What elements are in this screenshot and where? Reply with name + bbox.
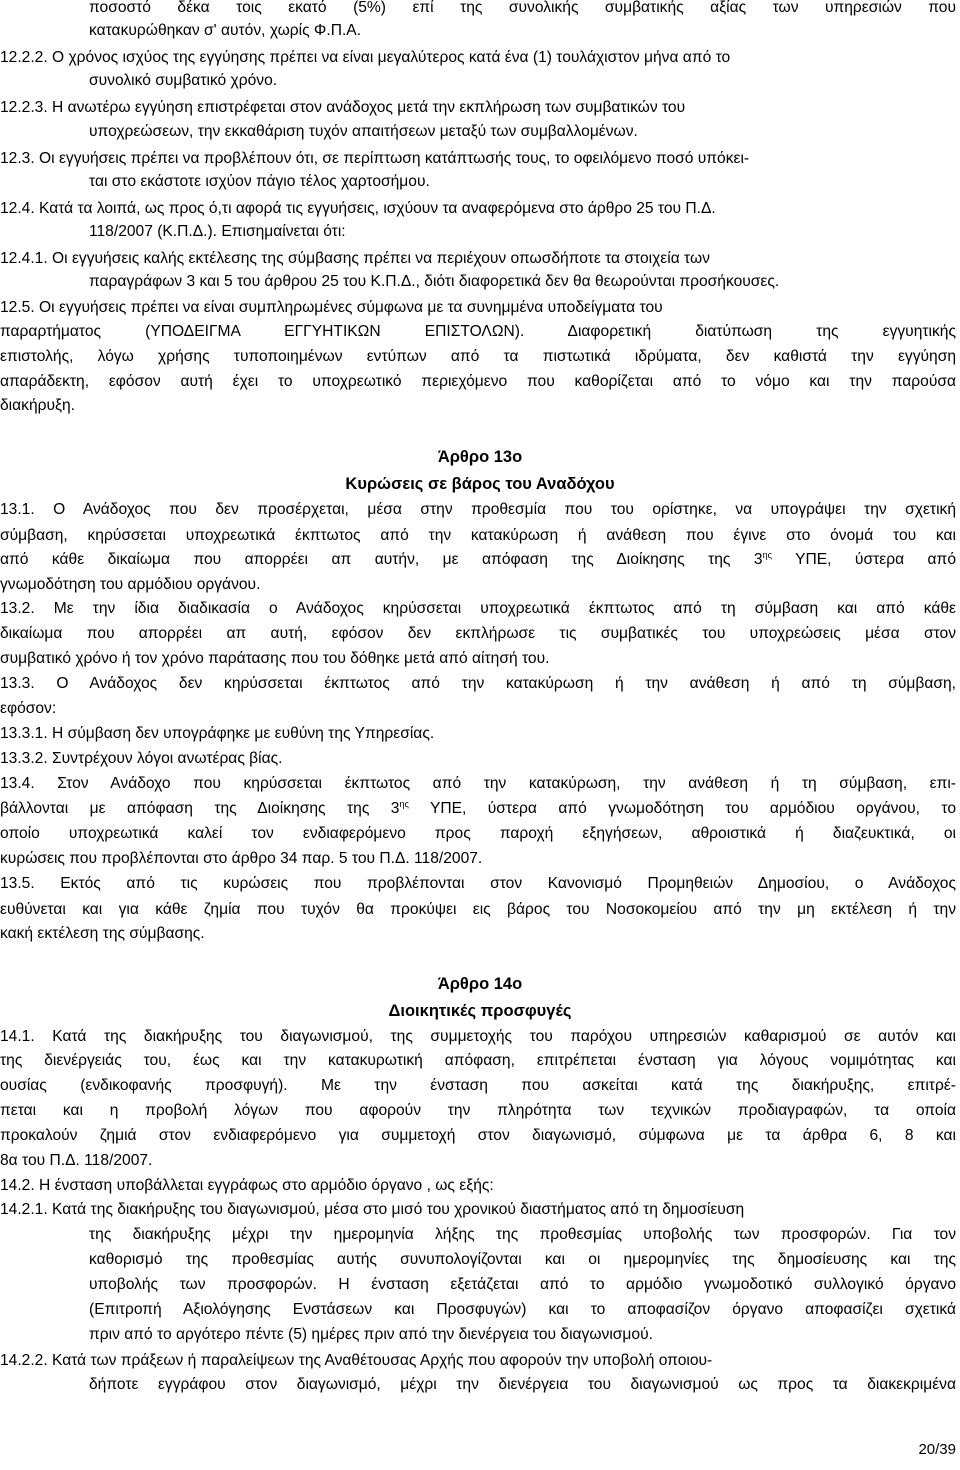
- text-line: 14.2. Η ένσταση υποβάλλεται εγγράφως στο αρμόδιο όργανο , ως εξής:: [0, 1177, 494, 1194]
- text-line: ουσίας (ενδικοφανής προσφυγή). Με την ένσταση που ασκείται κατά της διακήρυξης, επιτρέ-: [0, 1077, 956, 1094]
- text-line: 13.4. Στον Ανάδοχο που κηρύσσεται έκπτωτος από την κατακύρωση, την ανάθεση ή τη σύμβαση, επι-: [0, 775, 956, 792]
- text-line: της διενέργειάς του, έως και την κατακυρωτική απόφαση, επιτρέπεται ένσταση για λόγους νομιμότητας και: [0, 1052, 956, 1069]
- page-number: 20/39: [918, 1441, 956, 1458]
- text-line: ποσοστό δέκα τοις εκατό (5%) επί της συνολικής συμβατικής αξίας των υπηρεσιών που: [89, 0, 956, 16]
- text-line: 13.3.2. Συντρέχουν λόγοι ανωτέρας βίας.: [0, 750, 283, 767]
- text-line: 13.3.1. Η σύμβαση δεν υπογράφηκε με ευθύνη της Υπηρεσίας.: [0, 725, 435, 742]
- text-line: συνολικό συμβατικό χρόνο.: [89, 72, 278, 89]
- text-line: διακήρυξη.: [0, 397, 76, 414]
- text-line: κυρώσεις που προβλέπονται στο άρθρο 34 παρ. 5 του Π.Δ. 118/2007.: [0, 850, 483, 867]
- text-line: 8α του Π.Δ. 118/2007.: [0, 1152, 153, 1169]
- text-line: 12.3. Οι εγγυήσεις πρέπει να προβλέπουν ότι, σε περίπτωση κατάπτωσής τους, το οφειλόμενο ποσό υπόκει-: [0, 150, 750, 167]
- text-line: καθορισμό της προθεσμίας αυτής συνυπολογίζονται και οι ημερομηνίες της δημοσίευσης και της: [89, 1251, 956, 1268]
- text-line: παραρτήματος (ΥΠΟΔΕΙΓΜΑ ΕΓΓΥΗΤΙΚΩΝ ΕΠΙΣΤΟΛΩΝ). Διαφορετική διατύπωση της εγγυητικής: [0, 323, 956, 340]
- text-line: 13.5. Εκτός από τις κυρώσεις που προβλέπονται στον Κανονισμό Προμηθειών Δημοσίου, ο Ανάδοχος: [0, 875, 956, 892]
- text-line: υποχρεώσεων, την εκκαθάριση τυχόν απαιτήσεων μεταξύ των συμβαλλομένων.: [89, 123, 638, 140]
- text-line: συμβατικό χρόνο ή τον χρόνο παράτασης που του δόθηκε μετά από αίτησή του.: [0, 650, 550, 667]
- text-line: προκαλούν ζημιά στον ενδιαφερόμενο για συμμετοχή στον διαγωνισμό, σύμφωνα με τα άρθρα 6, 8 και: [0, 1127, 956, 1144]
- text-line: κακή εκτέλεση της σύμβασης.: [0, 925, 205, 942]
- article-13-heading: Άρθρο 13ο: [437, 448, 523, 466]
- text-line: ευθύνεται και για κάθε ζημία που τυχόν θα προκύψει εις βάρος του Νοσοκομείου από την μη εκτέλεση ή την: [0, 901, 956, 918]
- text-line: 13.1. Ο Ανάδοχος που δεν προσέρχεται, μέσα στην προθεσμία που του ορίστηκε, να υπογράψει την σχετική: [0, 501, 956, 518]
- text-line: 12.4.1. Οι εγγυήσεις καλής εκτέλεσης της σύμβασης πρέπει να περιέχουν οπωσδήποτε τα στοιχεία των: [0, 250, 710, 267]
- text-line: οποίο υποχρεωτικά καλεί τον ενδιαφερόμενο προς παροχή εξηγήσεων, αθροιστικά ή διαζευκτικά, οι: [0, 825, 956, 842]
- text-line: 12.2.2. Ο χρόνος ισχύος της εγγύησης πρέπει να είναι μεγαλύτερος κατά ένα (1) τουλάχιστον μήνα από το: [0, 49, 731, 66]
- text-line: (Επιτροπή Αξιολόγησης Ενστάσεων και Προσφυγών) και το αποφασίζον όργανο αποφασίζει σχετικά: [89, 1301, 956, 1318]
- text-line: επιστολής, λόγω χρήσης τυποποιημένων εντύπων από τα πιστωτικά ιδρύματα, δεν καθιστά την εγγύηση: [0, 348, 956, 365]
- text-line: 14.2.2. Κατά των πράξεων ή παραλείψεων της Αναθέτουσας Αρχής που αφορούν την υποβολή οποιου-: [0, 1352, 713, 1369]
- text-line: σύμβαση, κηρύσσεται υποχρεωτικά έκπτωτος από την κατακύρωση ή ανάθεση που έγινε στο όνομά του και: [0, 527, 956, 544]
- text-line: 13.2. Με την ίδια διαδικασία ο Ανάδοχος κηρύσσεται υποχρεωτικά έκπτωτος από τη σύμβαση και από κάθε: [0, 600, 956, 617]
- text-line: πριν από το αργότερο πέντε (5) ημέρες πριν από την διενέργεια του διαγωνισμού.: [89, 1326, 653, 1343]
- text-line: απαράδεκτη, εφόσον αυτή έχει το υποχρεωτικό περιεχόμενο που καθορίζεται από το νόμο και την παρούσα: [0, 373, 956, 390]
- text-line: πεται και η προβολή λόγων που αφορούν την πληρότητα των τεχνικών προδιαγραφών, τα οποία: [0, 1102, 956, 1119]
- text-line: 12.5. Οι εγγυήσεις πρέπει να είναι συμπληρωμένες σύμφωνα με τα συνημμένα υποδείγματα του: [0, 299, 663, 316]
- text-line: υποβολής των προσφορών. Η ένσταση εξετάζεται από το αρμόδιο γνωμοδοτικό συλλογικό όργανο: [89, 1276, 956, 1293]
- text-line: παραγράφων 3 και 5 του άρθρου 25 του Κ.Π.Δ., διότι διαφορετικά δεν θα θεωρούνται προσήκουσες.: [89, 273, 780, 290]
- text-line: 14.2.1. Κατά της διακήρυξης του διαγωνισμού, μέσα στο μισό του χρονικού διαστήματος από τη δημοσίευση: [0, 1201, 745, 1218]
- text-line: ται στο εκάστοτε ισχύον πάγιο τέλος χαρτοσήμου.: [89, 173, 430, 190]
- text-line: κατακυρώθηκαν σ' αυτόν, χωρίς Φ.Π.Α.: [89, 22, 362, 39]
- text-line: 12.2.3. Η ανωτέρω εγγύηση επιστρέφεται στον ανάδοχος μετά την εκπλήρωση των συμβατικών του: [0, 99, 686, 116]
- text-line: δικαίωμα που απορρέει απ αυτή, εφόσον δεν εκπλήρωσε τις συμβατικές του υποχρεώσεις μέσα στον: [0, 625, 956, 642]
- text-line: 13.3. Ο Ανάδοχος δεν κηρύσσεται έκπτωτος από την κατακύρωση ή την ανάθεση ή από τη σύμβαση,: [0, 675, 956, 692]
- text-line: 14.1. Κατά της διακήρυξης του διαγωνισμού, της συμμετοχής του παρόχου υπηρεσιών καθαρισμού σε αυτόν και: [0, 1028, 956, 1045]
- article-13-title: Κυρώσεις σε βάρος του Αναδόχου: [345, 475, 615, 493]
- text-line: 118/2007 (Κ.Π.Δ.). Επισημαίνεται ότι:: [89, 223, 346, 240]
- text-line: δήποτε εγγράφου στον διαγωνισμό, μέχρι την διενέργεια του διαγωνισμού ως προς τα διακεκριμένα: [89, 1376, 956, 1393]
- text-line: βάλλονται με απόφαση της Διοίκησης της $3^{\eta\varsigma}$ ΥΠΕ, ύστερα από γνωμοδότηση του αρμόδιου οργάνου, το: [0, 799, 956, 817]
- article-14-title: Διοικητικές προσφυγές: [388, 1002, 572, 1020]
- article-14-heading: Άρθρο 14ο: [437, 975, 523, 993]
- text-line: εφόσον:: [0, 700, 57, 717]
- text-line: γνωμοδότηση του αρμόδιου οργάνου.: [0, 576, 261, 593]
- text-line: από κάθε δικαίωμα που απορρέει απ αυτήν, με απόφαση της Διοίκησης της $3^{\eta\varsigma}$ ΥΠΕ, ύστερα από: [0, 550, 956, 568]
- text-line: της διακήρυξης μέχρι την ημερομηνία λήξης της προθεσμίας υποβολής των προσφορών. Για τον: [89, 1226, 956, 1243]
- text-line: 12.4. Κατά τα λοιπά, ως προς ό,τι αφορά τις εγγυήσεις, ισχύουν τα αναφερόμενα στο άρθρο 25 του Π.Δ.: [0, 200, 716, 217]
